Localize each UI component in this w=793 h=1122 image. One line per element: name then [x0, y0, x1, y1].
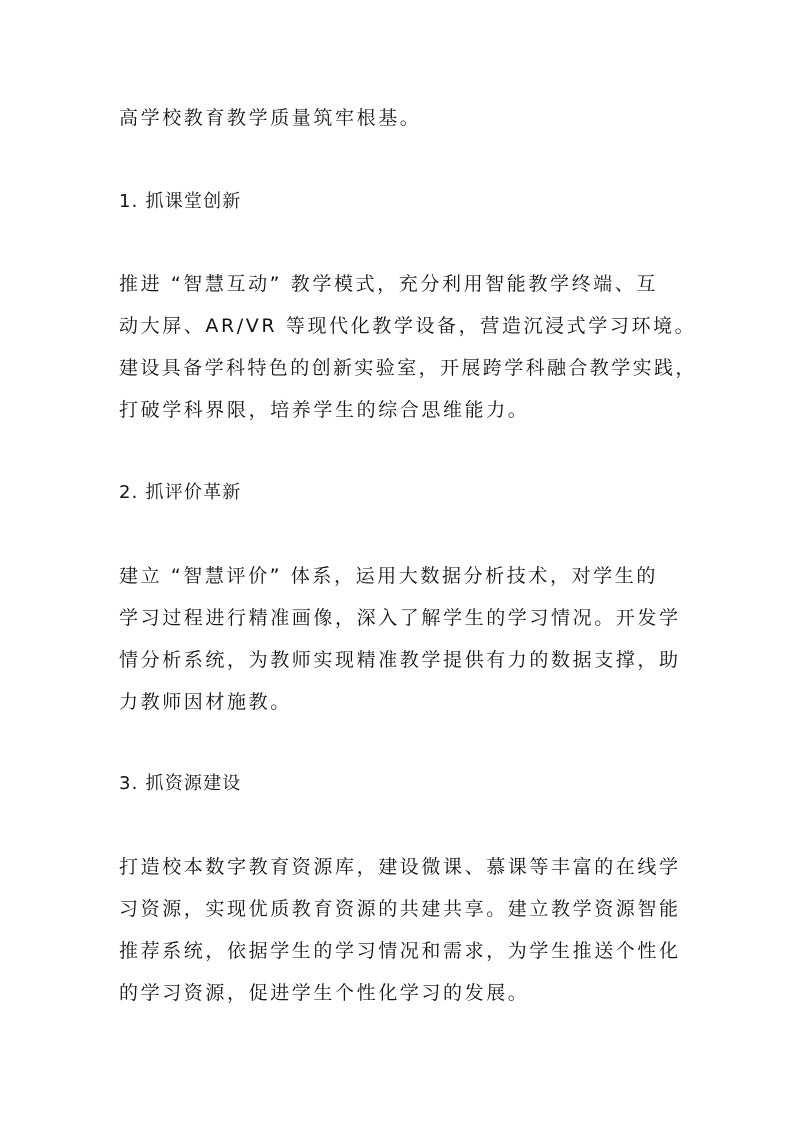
paragraph-line: 推进 “智慧互动” 教学模式，充分利用智能教学终端、互: [119, 273, 658, 295]
paragraph-line: 动大屏、AR/VR 等现代化教学设备，营造沉浸式学习环境。: [119, 315, 697, 337]
paragraph-line: 建设具备学科特色的创新实验室，开展跨学科融合教学实践，: [119, 357, 697, 379]
section-heading: 2. 抓评价革新: [119, 482, 242, 503]
paragraph-line: 力教师因材施教。: [119, 691, 292, 713]
section-heading: 1. 抓课堂创新: [119, 191, 242, 212]
paragraph-line: 打造校本数字教育资源库，建设微课、慕课等丰富的在线学: [119, 856, 681, 878]
paragraph-line: 打破学科界限，培养学生的综合思维能力。: [119, 399, 530, 421]
paragraph-line: 的学习资源，促进学生个性化学习的发展。: [119, 982, 530, 1004]
paragraph-line: 习资源，实现优质教育资源的共建共享。建立教学资源智能: [119, 898, 681, 920]
paragraph-line: 建立 “智慧评价” 体系，运用大数据分析技术，对学生的: [119, 565, 658, 587]
paragraph-line: 情分析系统，为教师实现精准教学提供有力的数据支撑，助: [119, 649, 681, 671]
paragraph-line: 学习过程进行精准画像，深入了解学生的学习情况。开发学: [119, 607, 681, 629]
paragraph-line: 推荐系统，依据学生的学习情况和需求，为学生推送个性化: [119, 940, 681, 962]
section-heading: 3. 抓资源建设: [119, 773, 242, 794]
paragraph-line: 高学校教育教学质量筑牢根基。: [119, 107, 422, 129]
